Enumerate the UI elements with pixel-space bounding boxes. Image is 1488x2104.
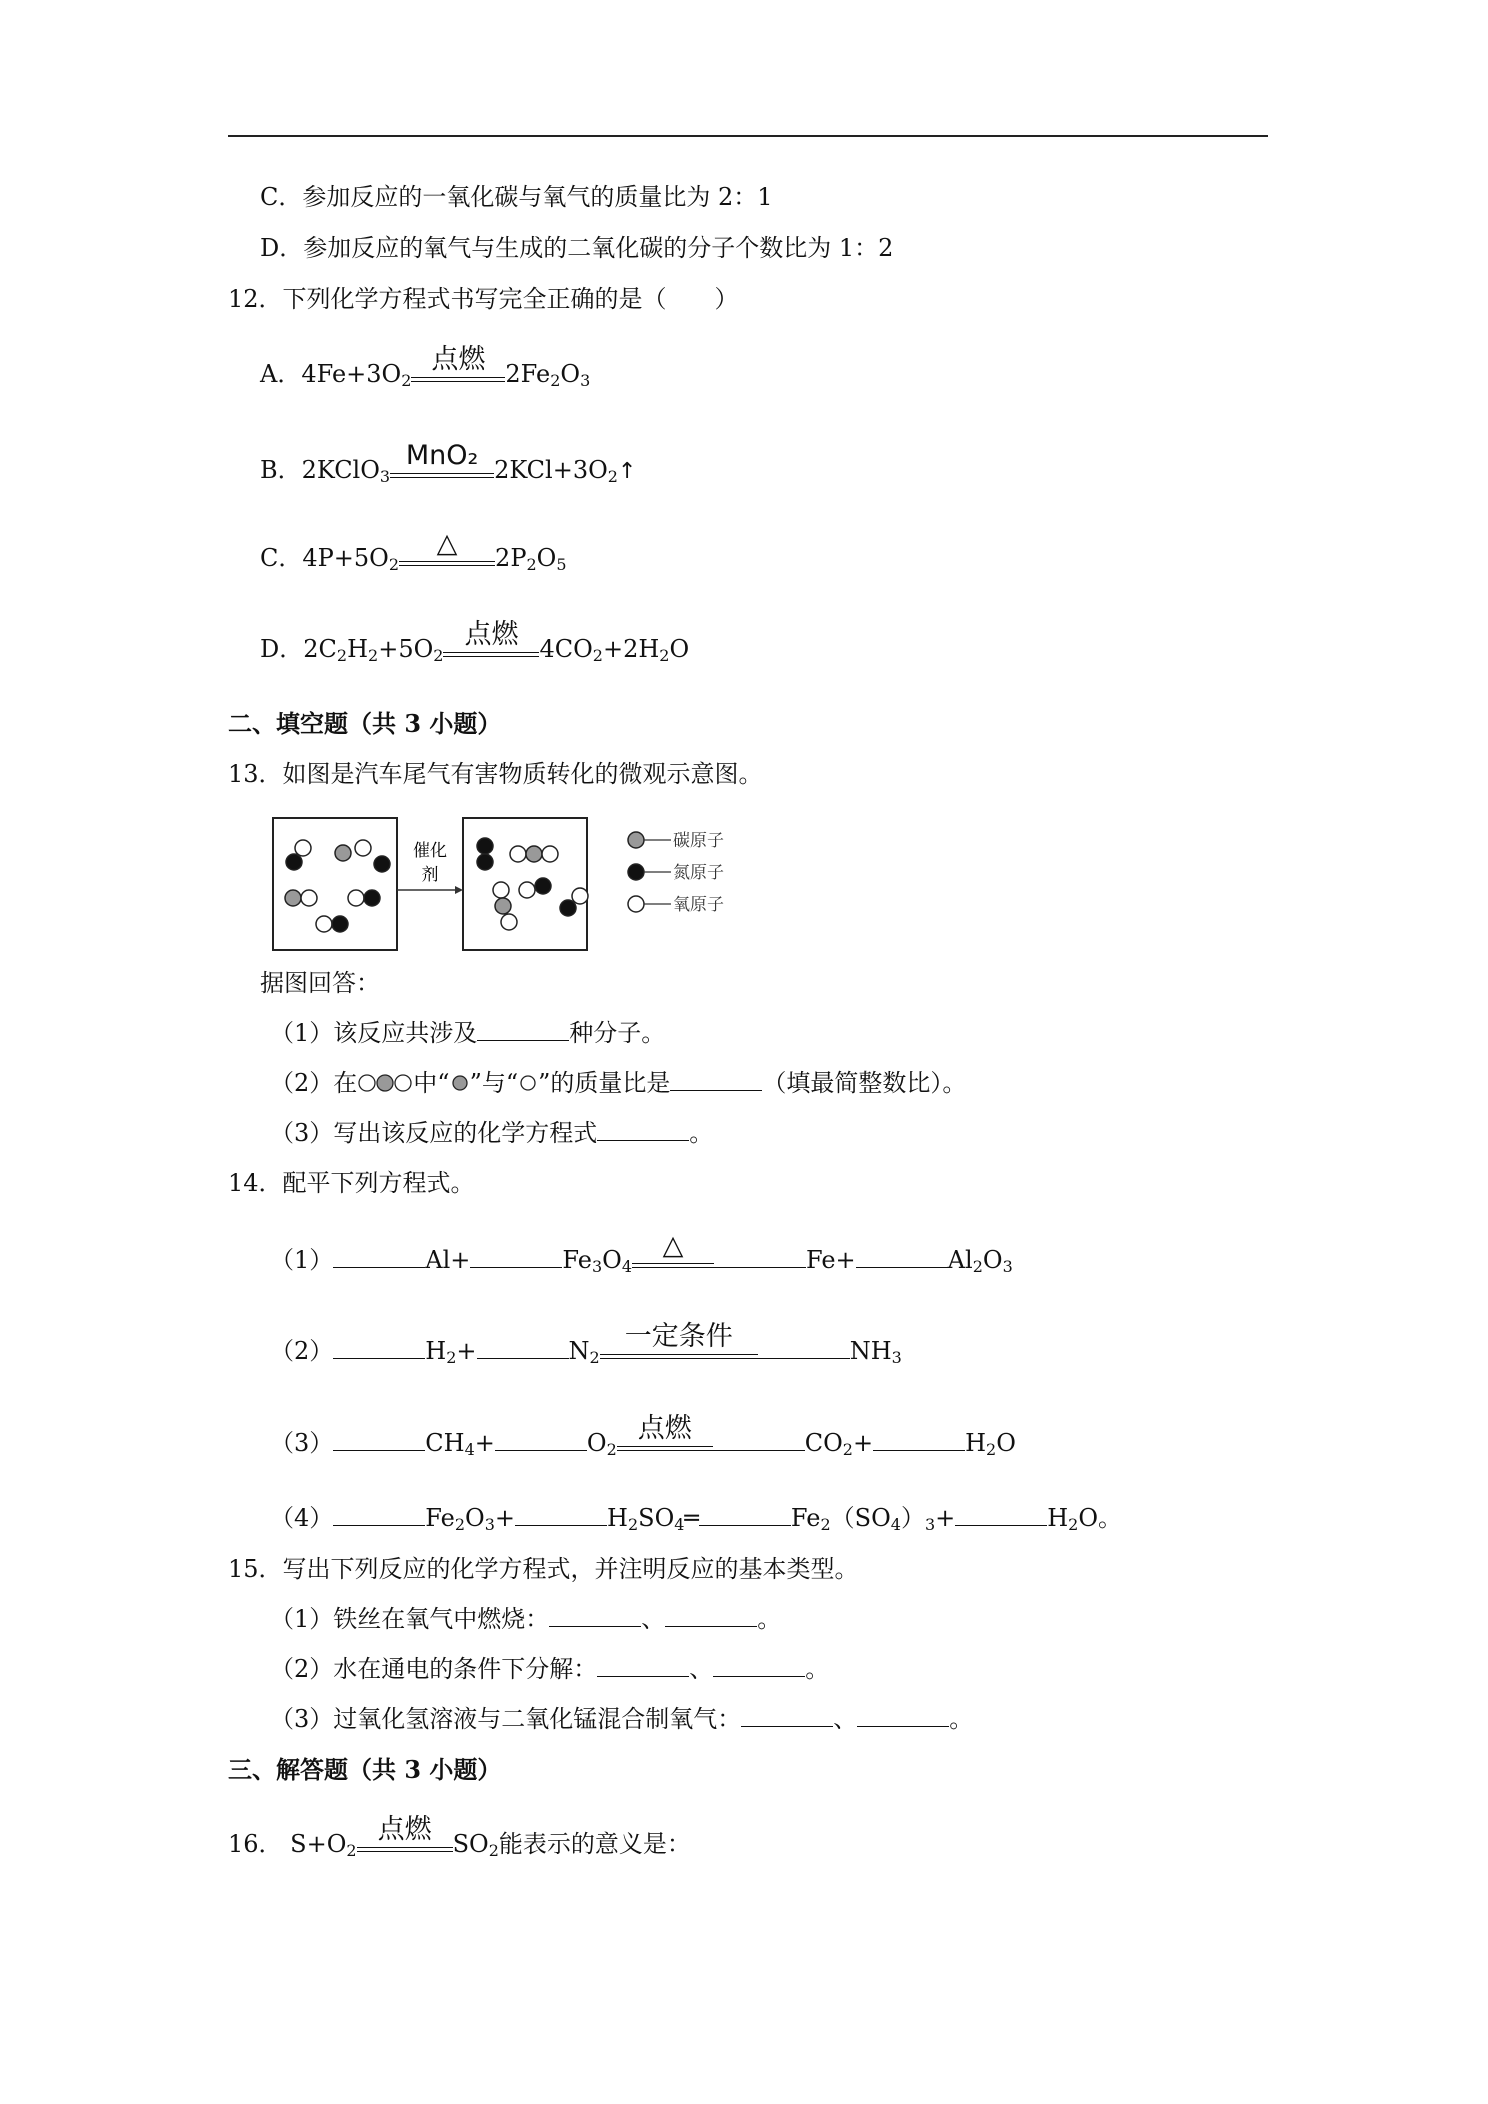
q14-1-condition: △ <box>632 1263 714 1268</box>
section-2-title: 二、填空题（共 3 小题） <box>228 709 502 738</box>
answer-blank[interactable] <box>714 1245 806 1268</box>
q12-a-label: A． <box>260 360 302 388</box>
q15-stem: 15．写出下列反应的化学方程式，并注明反应的基本类型。 <box>228 1555 859 1583</box>
q12-option-d: D．$2C_2H_2+5O_2$ 点燃 $4CO_2+2H_2O$ <box>260 619 690 665</box>
co2-molecule-icon <box>357 1073 413 1093</box>
answer-blank[interactable] <box>549 1604 641 1627</box>
answer-blank[interactable] <box>477 1018 569 1041</box>
answer-blank[interactable] <box>955 1503 1047 1526</box>
q13-prompt: 据图回答： <box>260 969 380 997</box>
q12-b-condition: MnO₂ <box>390 473 494 478</box>
q14-part-2: （2） $H_2+ N_2$ 一定条件 $NH_3$ <box>270 1321 902 1367</box>
q13-figure <box>263 812 753 963</box>
answer-blank[interactable] <box>495 1428 587 1451</box>
q12-c-label: C． <box>260 544 303 572</box>
q12-option-c: C．$4P+5O_2$ △ $2P_2O_5$ <box>260 528 567 574</box>
q13-part-3: （3）写出该反应的化学方程式 。 <box>270 1119 714 1147</box>
q12-d-condition: 点燃 <box>443 652 539 657</box>
q15-part-2: （2）水在通电的条件下分解： 、 。 <box>270 1655 830 1683</box>
q12-option-b: B．2KClO$_3$ MnO₂ $2KCl+3O_2↑$ <box>260 440 637 486</box>
q14-part-4: （4） $Fe_2O_3+$ $H_2SO_4═$ $Fe_2(SO_4)_3+ H_2O$。 <box>270 1504 1123 1534</box>
q12-a-condition: 点燃 <box>411 377 505 382</box>
q14-3-condition: 点燃 <box>617 1446 713 1451</box>
q14-part-1: （1） $Al+ Fe_3O_4$ △ $Fe+ Al_2O_3$ <box>270 1230 1013 1276</box>
gas-arrow-icon: ↑ <box>617 459 637 484</box>
section-3-title: 三、解答题（共 3 小题） <box>228 1755 502 1784</box>
answer-blank[interactable] <box>597 1654 689 1677</box>
answer-blank[interactable] <box>665 1604 757 1627</box>
answer-blank[interactable] <box>477 1336 569 1359</box>
answer-blank[interactable] <box>741 1704 833 1727</box>
answer-blank[interactable] <box>670 1068 762 1091</box>
answer-blank[interactable] <box>597 1118 689 1141</box>
answer-blank[interactable] <box>333 1336 425 1359</box>
legend-oxygen: 氧原子 <box>673 895 724 915</box>
header-rule <box>228 135 1268 137</box>
answer-blank[interactable] <box>713 1428 805 1451</box>
answer-blank[interactable] <box>699 1503 791 1526</box>
q12-c-condition: △ <box>399 561 495 566</box>
answer-blank[interactable] <box>758 1336 850 1359</box>
q12-b-label: B． <box>260 456 302 484</box>
q14-part-3: （3） $CH_4+ O_2$ 点燃 $CO_2+ H_2O$ <box>270 1413 1016 1459</box>
catalyst-label-2: 剂 <box>421 865 439 885</box>
q16-stem: 16． $S+O_2$ 点燃 $SO_2$能表示的意义是： <box>228 1814 691 1860</box>
q13-stem: 13．如图是汽车尾气有害物质转化的微观示意图。 <box>228 760 763 788</box>
carbon-atom-icon <box>450 1073 470 1093</box>
q12-option-a: A．$4Fe+3O_2$ 点燃 $2Fe_2O_3$ <box>260 344 591 390</box>
q13-part-2: （2）在 中“ ”与“ ”的质量比是 （填最简整数比）。 <box>270 1069 967 1097</box>
oxygen-atom-icon <box>518 1073 538 1093</box>
q12-d-label: D． <box>260 635 304 663</box>
q15-part-1: （1）铁丝在氧气中燃烧： 、 。 <box>270 1605 782 1633</box>
q16-condition: 点燃 <box>357 1847 453 1852</box>
reaction-diagram <box>263 812 753 957</box>
answer-blank[interactable] <box>333 1503 425 1526</box>
legend-nitrogen: 氮原子 <box>673 863 724 883</box>
answer-blank[interactable] <box>333 1428 425 1451</box>
q14-stem: 14．配平下列方程式。 <box>228 1169 475 1197</box>
catalyst-label-1: 催化 <box>413 841 447 861</box>
answer-blank[interactable] <box>857 1704 949 1727</box>
q11-option-c: C．参加反应的一氧化碳与氧气的质量比为 2：1 <box>260 183 773 211</box>
answer-blank[interactable] <box>713 1654 805 1677</box>
q14-2-condition: 一定条件 <box>600 1354 758 1359</box>
q13-part-1: （1）该反应共涉及 种分子。 <box>270 1019 666 1047</box>
answer-blank[interactable] <box>856 1245 948 1268</box>
answer-blank[interactable] <box>873 1428 965 1451</box>
answer-blank[interactable] <box>470 1245 562 1268</box>
q15-part-3: （3）过氧化氢溶液与二氧化锰混合制氧气： 、 。 <box>270 1705 974 1733</box>
answer-blank[interactable] <box>515 1503 607 1526</box>
q12-stem: 12．下列化学方程式书写完全正确的是（ ） <box>228 285 739 313</box>
legend-carbon: 碳原子 <box>673 831 724 851</box>
answer-blank[interactable] <box>333 1245 425 1268</box>
q11-option-d: D．参加反应的氧气与生成的二氧化碳的分子个数比为 1：2 <box>260 234 894 262</box>
